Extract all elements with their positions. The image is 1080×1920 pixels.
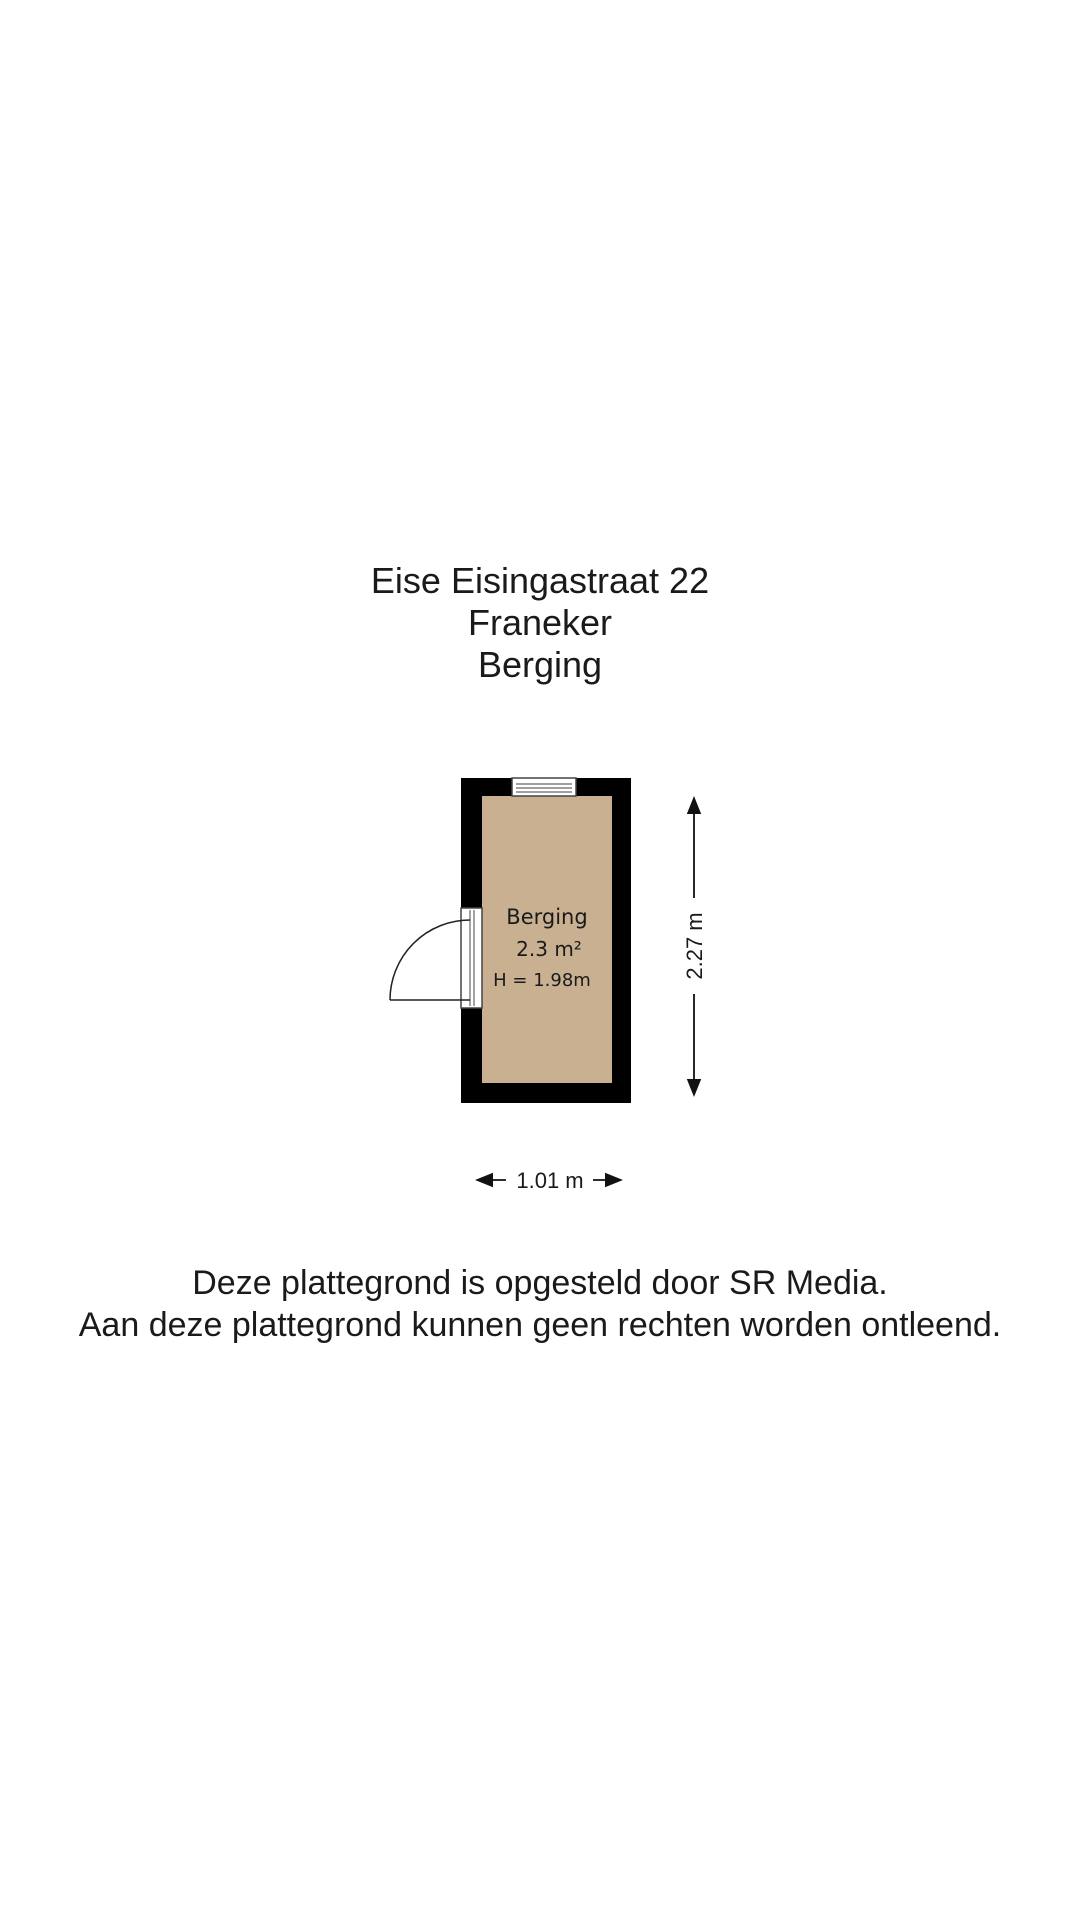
door-icon [390,908,482,1008]
disclaimer [0,1262,1080,1346]
city-title: Franeker [467,602,613,643]
window-icon [512,778,576,796]
room-height-label: H = 1.98m [493,970,591,991]
floor-title: Berging [477,644,603,685]
disclaimer-line-1: Deze plattegrond is opgesteld door SR Media. [192,1264,888,1302]
address-title: Eise Eisingastraat 22 [370,560,710,601]
room-name-label: Berging [506,905,588,929]
room-area-label: 2.3 m² [516,937,582,961]
width-dimension-label: 1.01 m [516,1168,584,1193]
height-dimension [682,805,707,1088]
height-dimension-label: 2.27 m [682,912,707,980]
disclaimer-line-2: Aan deze plattegrond kunnen geen rechten worden ontleend. [78,1306,1002,1344]
width-dimension [484,1168,614,1193]
